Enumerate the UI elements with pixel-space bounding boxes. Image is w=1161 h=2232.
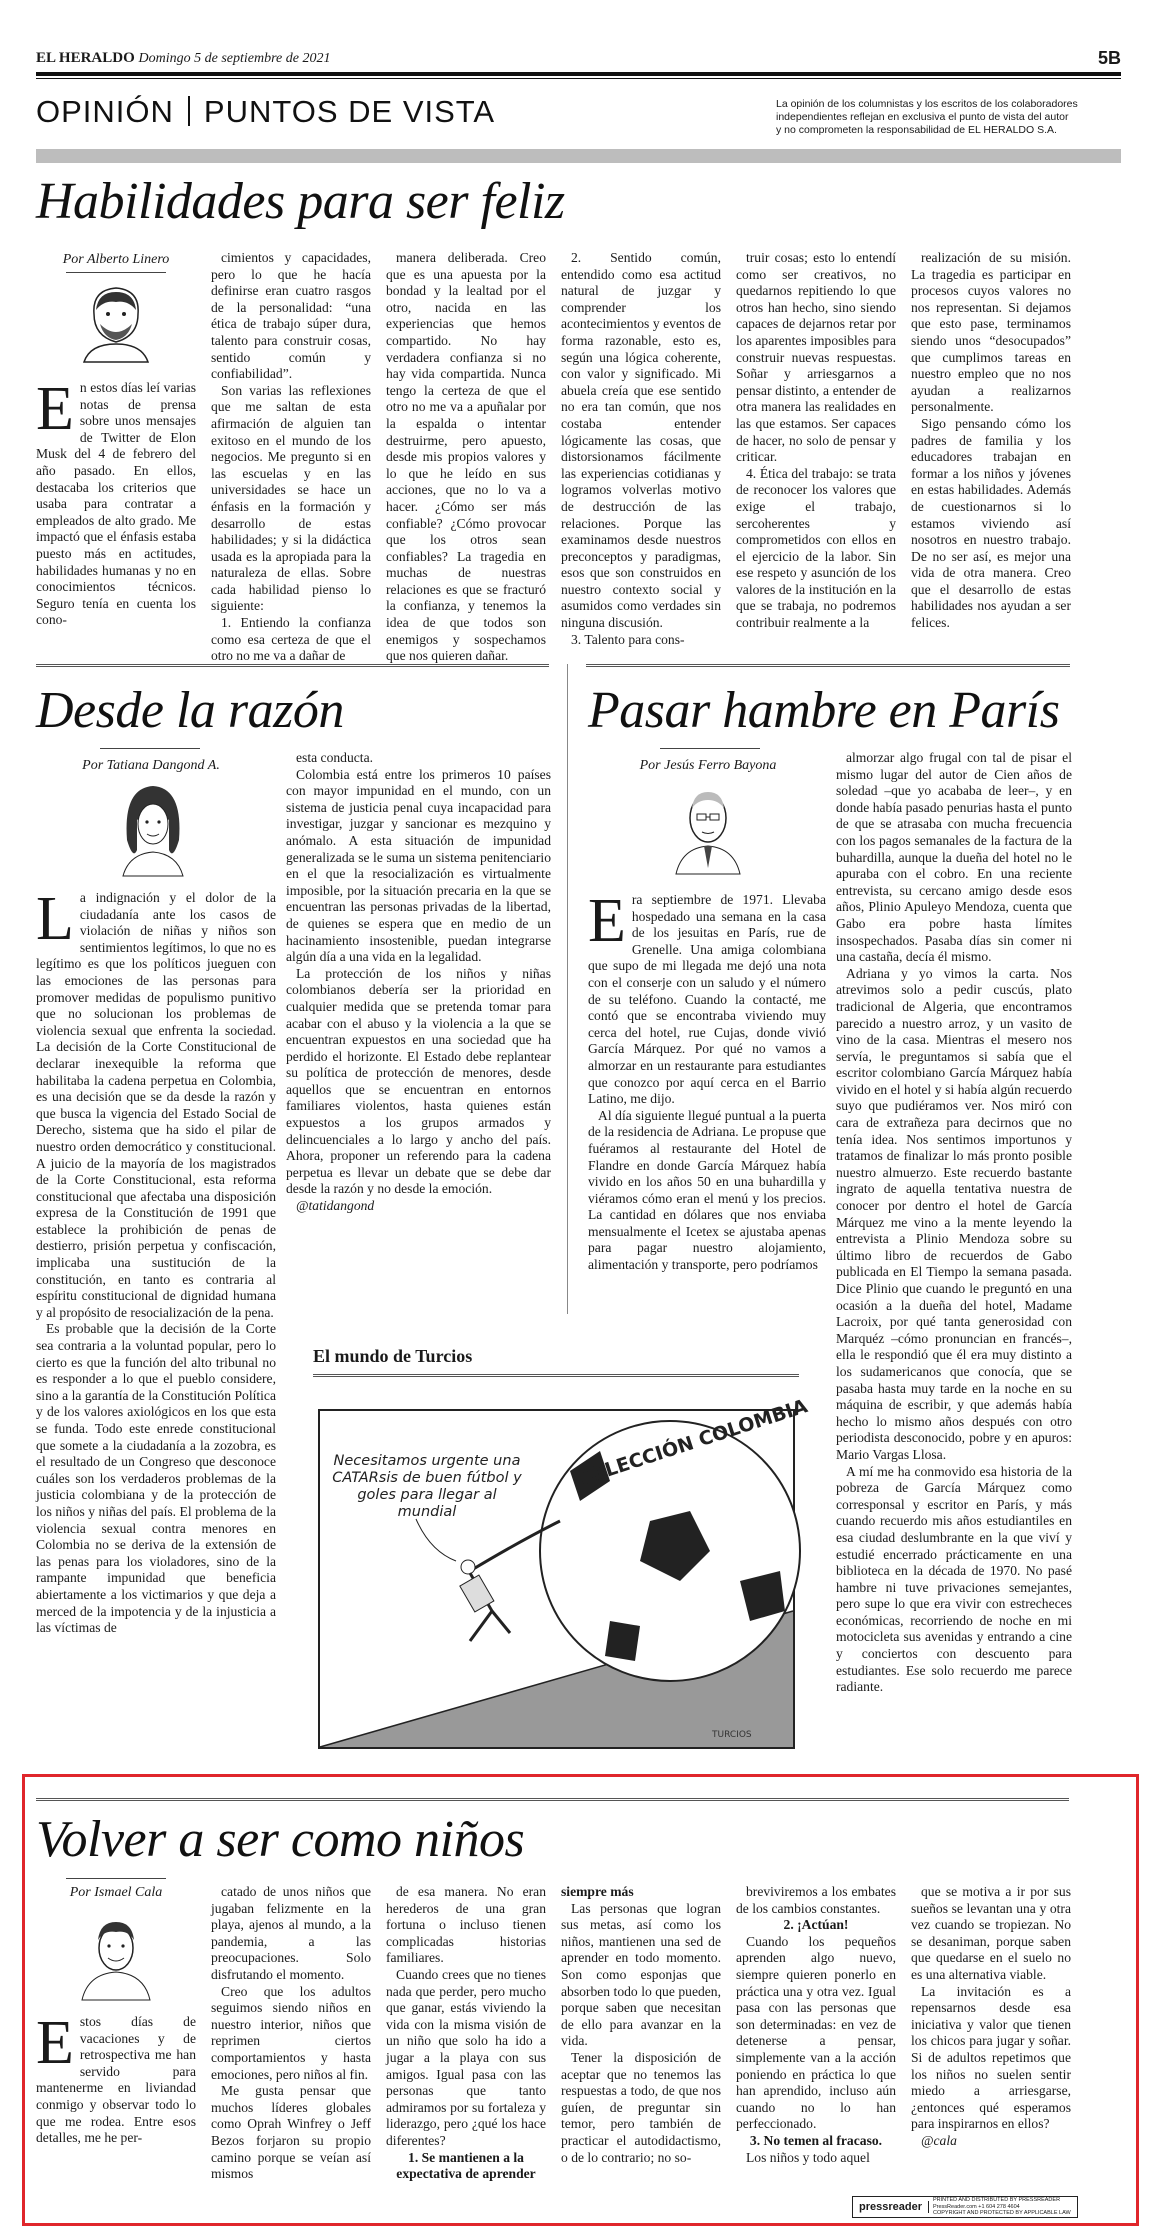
- paragraph: esta conducta.: [296, 750, 373, 765]
- issue-date: Domingo 5 de septiembre de 2021: [138, 51, 331, 66]
- paragraph: La invitación es a repensarnos desde esa iniciativa y valor que tienen los chicos para jugar y soñar. Si de adultos repetimos que los niños no suelen sentir miedo a arriesgarse, ¿entonces qué esperamos para inspirarnos en ellos?: [911, 1983, 1071, 2132]
- article-column: Era septiembre de 1971. Llevaba hospedado una semana en la casa de los jesuitas en París, rue de Grenelle. Una amiga colombiana que supo de mi llegada me dejó una nota con el conserje con un saludo y el número de su teléfono. Cuando la contacté, me contó que se encontraba viviendo muy cerca del hotel, rue Cujas, donde vivió García Márquez. Por qué no vamos a almorzar en un restaurante para estudiantes que conozco por aquí cerca en el Barrio Latino, me dijo. Al día siguiente llegué puntual a la puerta de la residencia de Adriana. Le propuse que fuéramos al restaurante del Hotel de Flandre en donde García Márquez había vivido en los años 50 en una buhardilla y viéramos cómo eran el menú y los precios. La cantidad en dólares que nos enviaba mensualmente el Icetex se ajustaba apenas para pagar nuestro alojamiento, alimentación y transporte, pero podríamos: [588, 887, 826, 1273]
- author-handle: @tatidangond: [296, 1198, 375, 1214]
- article-column: [386, 250, 546, 664]
- byline: Por Jesús Ferro Bayona: [639, 758, 777, 773]
- byline: Por Alberto Linero: [62, 252, 170, 267]
- section-title: OPINIÓN PUNTOS DE VISTA: [36, 94, 496, 129]
- paragraph: 2. Sentido común, entendido como esa actitud natural de juzgar y comprender los acontecimientos y eventos de forma razonable, esto es, según una lógica coherente, con valor y significado. Mi abuela creía que ese sentido no era tan común, que nos costaba entender lógicamente las cosas, que distorsionamos fácilmente las experiencias cotidianas y logramos volverlas motivo de destrucción de las relaciones. Porque las examinamos desde nuestros preconceptos y paradigmas, esos que son construidos en nuestro contexto social y asumidos como verdades sin ninguna discusión.: [561, 250, 721, 631]
- paragraph: de esa manera. No eran herederos de una gran fortuna o incluso tienen complicadas historias familiares.: [386, 1884, 546, 1966]
- article-headline: Habilidades para ser feliz: [36, 173, 565, 230]
- article-column: [911, 250, 1071, 640]
- byline: Por Tatiana Dangond A.: [82, 758, 220, 773]
- highlight-box: [22, 1774, 1139, 2226]
- paragraph: siempre más: [561, 1884, 634, 1899]
- disclaimer: La opinión de los columnistas y los escritos de los colaboradores independientes reflejan en exclusiva el punto de vista del autor y no comprometen la responsabilidad de EL HERALDO S.A.: [776, 98, 1078, 136]
- paragraph: realización de su misión. La tragedia es participar en procesos cuyos valores no nos representan. Si dejamos que esto pase, terminamos siendo unos “desocupados” que cumplimos tareas en nuestro empleo que no nos ayudan a realizarnos personalmente.: [911, 250, 1071, 415]
- masthead: [36, 50, 330, 67]
- paragraph: 3. Talento para cons-: [571, 631, 685, 647]
- paragraph: Cuando crees que no tienes nada que perder, pero mucho que ganar, estás viviendo la vida con la misma visión de un niño que solo ha ido a jugar a la playa con sus amigos. Igual pasa con las personas que tanto admiramos por su fortaleza y liderazgo, pero ¿qué los hace diferentes?: [386, 1966, 546, 2148]
- section-grey-bar: [36, 149, 1121, 163]
- paragraph: La protección de los niños y niñas colombianos debería ser la prioridad en cualquier medida que se pretenda tomar para acabar con el abuso y la violencia a la que se encuentran expuestos en una sociedad que ha perdido el horizonte. El Estado debe replantear su política de protección de menores, desde aquellos que se encuentran en entornos familiares violentos, hasta quienes están expuestos a los grupos armados y delincuenciales a lo largo y ancho del país. Ahora, proponer un referendo para la cadena perpetua es llevar un debate que se debe dar desde la razón y no desde la emoción.: [286, 965, 551, 1197]
- paragraph: A mí me ha conmovido esa historia de la pobreza de García Márquez como corresponsal y escritor en París, y más cuando recuerdo mis años estudiantiles en esa ciudad deslumbrante en la que viví y estudié encerrado prácticamente en una biblioteca en la década de 1970. No pasé hambre ni tuve privaciones semejantes, pero supe lo que era vivir con estrecheces económicas, recorriendo de noche en mi motocicleta sus avenidas y entrando a cine y conciertos con descuento para estudiantes. Ese solo recuerdo me parece radiante.: [836, 1463, 1072, 1695]
- article-column: [561, 250, 721, 647]
- author-portrait: [76, 280, 156, 362]
- author-portrait: [113, 780, 193, 876]
- article-column: En estos días leí varias notas de prensa sobre unos mensajes de Twitter de Elon Musk del 4 de febrero del año pasado. En ellos, destacaba los criterios que usaba para contratar a empleados de alto grado. Me impactó que el énfasis estaba puesto más en actitudes, habilidades humanas y no en conocimientos técnicos. Seguro tenía en cuenta los cono-: [36, 375, 196, 628]
- drop-cap: E: [36, 2009, 74, 2077]
- paragraph: breviviremos a los embates de los cambios constantes.: [736, 1884, 896, 1916]
- article-column: Estos días de vacaciones y de retrospectiva me han servido para mantenerme en liviandad conmigo y observar todo lo que me rodea. Entre esos detalles, me he per-: [36, 2009, 196, 2146]
- article-headline: Pasar hambre en París: [588, 682, 1060, 739]
- ball-text: SELECCIÓN COLOMBIA: [576, 1395, 811, 1490]
- paper-name: EL HERALDO: [36, 50, 135, 66]
- paragraph: Al día siguiente llegué puntual a la puerta de la residencia de Adriana. Le propuse que fuéramos al restaurante del Hotel de Flandre en donde García Márquez había vivido en los años 50 en una buhardilla y viéramos cómo eran el menú y los precios. La cantidad en dólares que nos enviaba mensualmente el Icetex se ajustaba apenas para pagar nuestro alojamiento, alimentación y transporte, pero podríamos: [588, 1107, 826, 1273]
- subheading: 1. Se mantienen a la expectativa de aprender: [396, 2149, 536, 2182]
- paragraph: Colombia está entre los primeros 10 países con mayor impunidad en el mundo, con un sistema de justicia penal cuya incapacidad para investigar, juzgar y sancionar es mezquino y anómalo. A esta situación de impunidad generalizada se le suma un sistema penitenciario en el que la resocialización es virtualmente imposible, por la situación precaria en la que se encuentran las personas privadas de la libertad, de quienes se espera que en medio de un hacinamiento insostenible, puedan integrarse algún día a una vida en la legalidad.: [286, 766, 551, 965]
- paragraph: Son varias las reflexiones que me saltan de esta afirmación de alguien tan exitoso en el mundo de los negocios. Me pregunto si en las escuelas y en las universidades se hace un énfasis en la formación y desarrollo de estas habilidades; y si la didáctica usada es la apropiada para la naturaleza de ellas. Sobre cada habilidad pienso lo siguiente:: [211, 382, 371, 614]
- paragraph: almorzar algo frugal con tal de pisar el mismo lugar del autor de Cien años de soledad –que yo acababa de leer–, y en donde había pasado penurias hasta el punto de que se atrasaba con mucha frecuencia con los pagos semanales de la factura de la buhardilla, aunque la dueña del hotel no le apuraba con el cobro. En una reciente entrevista, su cercano amigo desde esos años, Plinio Apuleyo Mendoza, cuenta que Gabo era pobre hasta límites insospechados. Pasaba días sin comer ni una castaña, decía él mismo.: [836, 750, 1072, 965]
- paragraph: catado de unos niños que jugaban felizmente en la playa, ajenos al mundo, a la pandemia, a las preocupaciones. Solo disfrutando el momento.: [211, 1884, 371, 1982]
- article-column: [286, 750, 551, 1280]
- subheading: 3. No temen al fracaso.: [749, 2132, 883, 2148]
- article-headline: Desde la razón: [36, 682, 344, 739]
- article-column: [736, 250, 896, 640]
- paragraph: que se motiva a ir por sus sueños se levantan una y otra vez cuando se tropiezan. No se desaniman, porque saben que quedarse en el suelo no es una alternativa viable.: [911, 1884, 1071, 1982]
- article-column: [211, 250, 371, 664]
- cartoon-signature: TURCIOS: [712, 1730, 752, 1740]
- drop-cap: E: [588, 887, 626, 955]
- paragraph: Adriana y yo vimos la carta. Nos atrevimos solo a pedir cuscús, plato tradicional de Algeria, que encontramos parecido a nuestro arroz, y un vasito de vino de la casa. Mientras el mesero nos servía, le preguntamos si sabía que el escritor colombiano García Márquez había vivido en el hotel y si había algún recuerdo suyo que pudiéramos ver. Nos miró con cara de extrañeza para decirnos que no tenía idea. Nos sentimos importunos y tratamos de finalizar lo más pronto posible nuestro almuerzo. Este recuerdo bastante ingrato de aquella tentativa nuestra de conocer por dentro el hotel de García Márquez me vino a la mente leyendo la entrevista a Plinio Mendoza sobre su último libro de recuerdos de Gabo publicada en El Tiempo la semana pasada. Dice Plinio que cuando le preguntó en una ocasión a la dueña del hotel, Madame Lacroix, por qué tanta generosidad con Marquéz –cómo pronuncian en francés–, ella le respondió que él era muy distinto a los sudamericanos que conocía, que se pasaba hasta muy tarde en la noche en su máquina de escribir, y que además había hecho lo mismo años después con otro periodista desconocido, pobre y en apuros: Mario Vargas Llosa.: [836, 965, 1072, 1462]
- article-headline: Volver a ser como niños: [36, 1811, 525, 1868]
- drop-cap: L: [36, 885, 74, 953]
- paragraph: truir cosas; esto lo entendí como ser creativos, no quedarnos repitiendo lo que otros han hecho, sino siendo capaces de dejarnos retar por los aparentes imposibles para construir nuevas respuestas. Soñar y arriesgarnos a pensar distinto, a entender de otra manera las realidades en las que estamos. Ser capaces de hacer, no solo de pensar y criticar.: [736, 250, 896, 465]
- paragraph: Los niños y todo aquel: [746, 2149, 870, 2165]
- cartoon-image: [318, 1395, 811, 1749]
- drop-cap: E: [36, 375, 74, 443]
- paragraph: Es probable que la decisión de la Corte sea contraria a la voluntad popular, pero lo cierto es que la función del alto tribunal no es responder a lo que el pueblo considere, sino a la garantía de la Constitución Política y de los valores axiológicos en los que esta se funda. Todo este enrede constitucional que somete a la ciudadanía a la zozobra, es el resultado de un Congreso que desconoce cuáles son los verdaderos problemas de la justicia colombiana y de la protección de los niños y niñas del país. El problema de la violencia sexual contra menores en Colombia no se deriva de la extensión de las penas para los violadores, sino de la rampante impunidad que beneficia abiertamente a los victimarios y que deja a merced de la impotencia y de la injusticia a las víctimas de: [36, 1321, 276, 1636]
- byline: Por Ismael Cala: [69, 1885, 163, 1900]
- pressreader-logo: pressreader: [853, 2201, 929, 2213]
- subheading: 2. ¡Actúan!: [783, 1917, 849, 1933]
- page-number: 5B: [1097, 48, 1121, 68]
- paragraph: cimientos y capacidades, pero lo que he hacía definirse eran cuatro rasgos de la personalidad: “una ética de trabajo súper dura, talento para construir cosas, sentido común y confiabilidad”.: [211, 250, 371, 382]
- paragraph: Creo que los adultos seguimos siendo niños en nuestro interior, niños que reprimen ciertos comportamientos y hasta emociones, pero niños al fin.: [211, 1983, 371, 2082]
- paragraph: Tener la disposición de aceptar que no tenemos las respuestas a todo, de que nos guíen, de preguntar sin temor, pero también de practicar el autodidactismo, o de lo contrario; no so-: [561, 2049, 721, 2165]
- article-column: La indignación y el dolor de la ciudadanía ante los casos de violación de niñas y niños son sentimientos legítimos, lo que no es legítimo es que los políticos jueguen con las emociones de las personas para promover medidas de populismo punitivo que no solucionan los problemas de violencia sexual que enfrenta la sociedad. La decisión de la Corte Constitucional de declarar inexequible la reforma que habilitaba la cadena perpetua en Colombia, es una decisión que se da desde la razón y que busca la vigencia del Estado Social de Derecho, sistema que ha sido el pilar de nuestro orden democrático y constitucional. A juicio de la mayoría de los magistrados de la Corte Constitucional, esta reforma constitucional que afectaba una disposición expresa de la Constitución de 1991 que establece la prohibición de penas de destierro, prisión perpetua y confiscación, implicaba una sustitución de la constitución, en tanto es contraria al espíritu constitucional de dignidad humana y al propósito de resocialización de la pena. Es probable que la decisión de la Corte sea contraria a la voluntad popular, pero lo cierto es que la función del alto tribunal no es responder a lo que el pueblo considere, sino a la garantía de la Constitución Política y de los valores axiológicos en los que esta se funda. Todo este enrede constitucional que somete a la ciudadanía a la zozobra, es el resultado de un Congreso que desconoce cuáles son los verdaderos problemas de la justicia colombiana y de la protección de los niños y niñas del país. El problema de la violencia sexual contra menores en Colombia no se deriva de la extensión de las penas para los violadores, sino de la rampante impunidad que beneficia abiertamente a los victimarios y que deja a merced de la impotencia y de la injusticia a las víctimas de: [36, 885, 276, 1636]
- paragraph: Las personas que logran sus metas, así como los niños, mantienen una sed de aprender en todo momento. Son como esponjas que absorben todo lo que pueden, porque saben que necesitan de ello para avanzar en la vida.: [561, 1900, 721, 2049]
- paragraph: Cuando los pequeños aprenden algo nuevo, siempre quieren ponerlo en práctica una y otra vez. Igual pasa con las personas que son determinadas: en vez de detenerse a pensar, simplemente van a la acción poniendo en práctica lo que han aprendido, incluso aún cuando no lo han perfeccionado.: [736, 1933, 896, 2132]
- paragraph: manera deliberada. Creo que es una apuesta por la bondad y la lealtad por el otro, nacida en las experiencias que hemos compartido. No hay verdadera confianza si no hay vida compartida. Nunca tengo la certeza de que el otro no me va a apuñalar por la espalda o intentar destruirme, pero apuesto, desde mis propios valores y lo que he leído en sus acciones, que no lo va a hacer. ¿Cómo ser más confiable? ¿Cómo provocar que los otros sean confiables? La tragedia en muchas de nuestras relaciones es que se fracturó la confianza, y tenemos la idea de que todos son enemigos y sospechamos que nos quieren dañar.: [386, 250, 546, 664]
- speech-text: Necesitamos urgente una CATARsis de buen fútbol y goles para llegar al mundial: [332, 1453, 522, 1520]
- pressreader-footer: pressreader PRINTED AND DISTRIBUTED BY PRESSREADER PressReader.com +1 604 278 4604 COPYRIGHT AND PROTECTED BY APPLICABLE LAW: [852, 2196, 1078, 2218]
- masthead-rule-thin: [36, 78, 1121, 79]
- article-column: [836, 750, 1072, 1760]
- paragraph: Me gusta pensar que muchos líderes globales como Oprah Winfrey o Jeff Bezos forjaron su propio camino porque se veían así mismos: [211, 2083, 371, 2182]
- masthead-rule: [36, 72, 1121, 76]
- paragraph: 1. Entiendo la confianza como esa certeza de que el otro no me va a dañar de: [211, 615, 371, 664]
- cartoon-title: El mundo de Turcios: [313, 1346, 473, 1366]
- author-handle: @cala: [921, 2132, 957, 2148]
- paragraph: 4. Ética del trabajo: se trata de reconocer los valores que exige el trabajo, sercoherentes y comprometidos con ellos en el ejercicio de la labor. Sin ese respeto y asunción de los valores de la institución en la que se trabaja, no podremos contribuir realmente a la: [736, 465, 896, 631]
- paragraph: Sigo pensando cómo los padres de familia y los educadores trabajan en formar a los niños y jóvenes en estas habilidades. Además de cuestionarnos si lo estamos viviendo así nosotros en nuestro trabajo. De no ser así, es mejor una vida de otra manera. Creo que el desarrollo de estas habilidades nos ayudan a ser felices.: [911, 415, 1071, 631]
- author-portrait: [668, 778, 748, 874]
